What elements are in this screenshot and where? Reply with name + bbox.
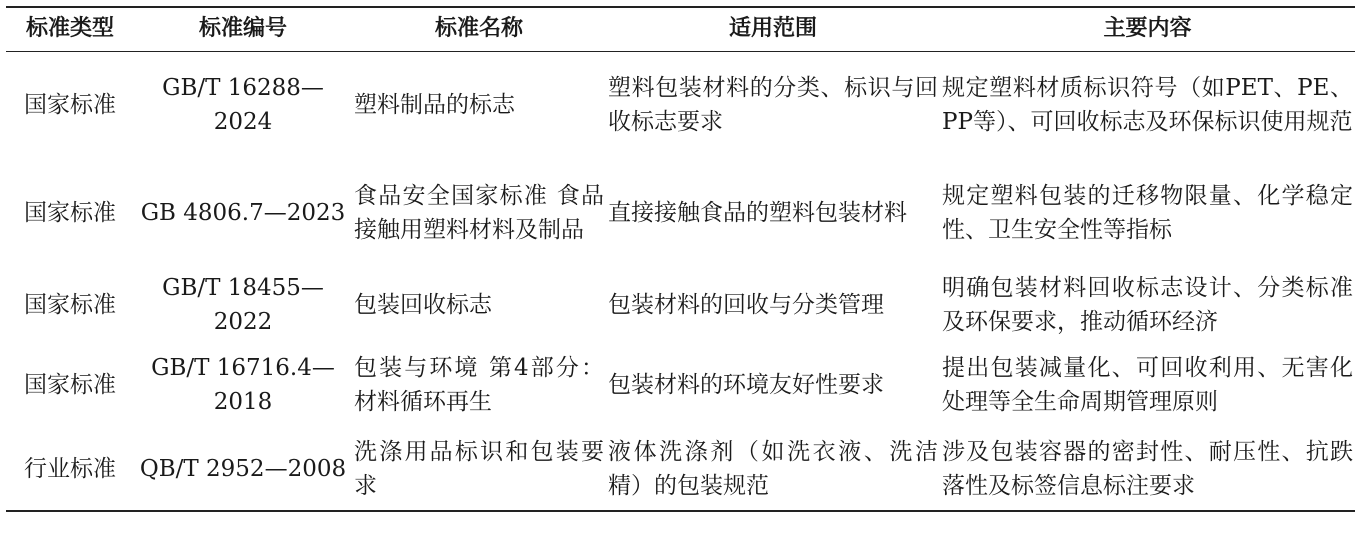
table-header xyxy=(6,7,1355,51)
cell-scope: 液体洗涤剂（如洗衣液、洗洁精）的包装规范 xyxy=(606,427,940,511)
cell-type: 国家标准 xyxy=(24,92,116,119)
table-row xyxy=(6,267,1355,343)
cell-scope: 直接接触食品的塑料包装材料 xyxy=(608,200,907,226)
cell-name: 食品安全国家标准 食品接触用塑料材料及制品 xyxy=(354,183,604,243)
table-row xyxy=(6,427,1355,511)
cell-code: GB 4806.7—2023 xyxy=(140,200,346,226)
header-scope: 适用范围 xyxy=(606,7,940,51)
cell-type: 国家标准 xyxy=(24,292,116,318)
code-line: GB/T 16716.4— xyxy=(151,355,335,381)
header-standard-code: 标准编号 xyxy=(134,7,352,51)
table-row xyxy=(6,51,1355,159)
standards-table xyxy=(6,6,1355,512)
cell-code xyxy=(134,343,352,427)
cell-content: 明确包装材料回收标志设计、分类标准及环保要求，推动循环经济 xyxy=(942,275,1353,335)
cell-content: 涉及包装容器的密封性、耐压性、抗跌落性及标签信息标注要求 xyxy=(940,427,1355,511)
header-main-content: 主要内容 xyxy=(940,7,1355,51)
cell-name: 洗涤用品标识和包装要求 xyxy=(352,427,606,511)
cell-code: QB/T 2952—2008 xyxy=(134,427,352,511)
cell-content: 规定塑料包装的迁移物限量、化学稳定性、卫生安全性等指标 xyxy=(942,183,1353,243)
cell-scope: 包装材料的环境友好性要求 xyxy=(608,372,884,398)
cell-scope: 包装材料的回收与分类管理 xyxy=(608,292,884,318)
cell-type: 国家标准 xyxy=(24,372,116,398)
code-wrapped xyxy=(151,351,335,419)
cell-name: 包装与环境 第4部分：材料循环再生 xyxy=(354,355,604,415)
cell-type: 国家标准 xyxy=(24,200,116,226)
cell-content: 规定塑料材质标识符号（如PET、PE、PP等）、可回收标志及环保标识使用规范 xyxy=(942,75,1353,136)
cell-code: GB/T 18455—2022 xyxy=(162,275,324,335)
cell-name: 塑料制品的标志 xyxy=(354,92,515,119)
header-standard-name: 标准名称 xyxy=(352,7,606,51)
cell-code: GB/T 16288—2024 xyxy=(162,75,324,136)
code-line: 2018 xyxy=(213,389,273,415)
table-row xyxy=(6,343,1355,427)
header-row xyxy=(6,7,1355,51)
cell-content: 提出包装减量化、可回收利用、无害化处理等全生命周期管理原则 xyxy=(942,355,1353,415)
table-row xyxy=(6,159,1355,267)
header-standard-type: 标准类型 xyxy=(6,7,134,51)
cell-scope: 塑料包装材料的分类、标识与回收标志要求 xyxy=(608,75,938,136)
cell-name: 包装回收标志 xyxy=(354,292,492,318)
table-body xyxy=(6,51,1355,511)
cell-type: 行业标准 xyxy=(6,427,134,511)
